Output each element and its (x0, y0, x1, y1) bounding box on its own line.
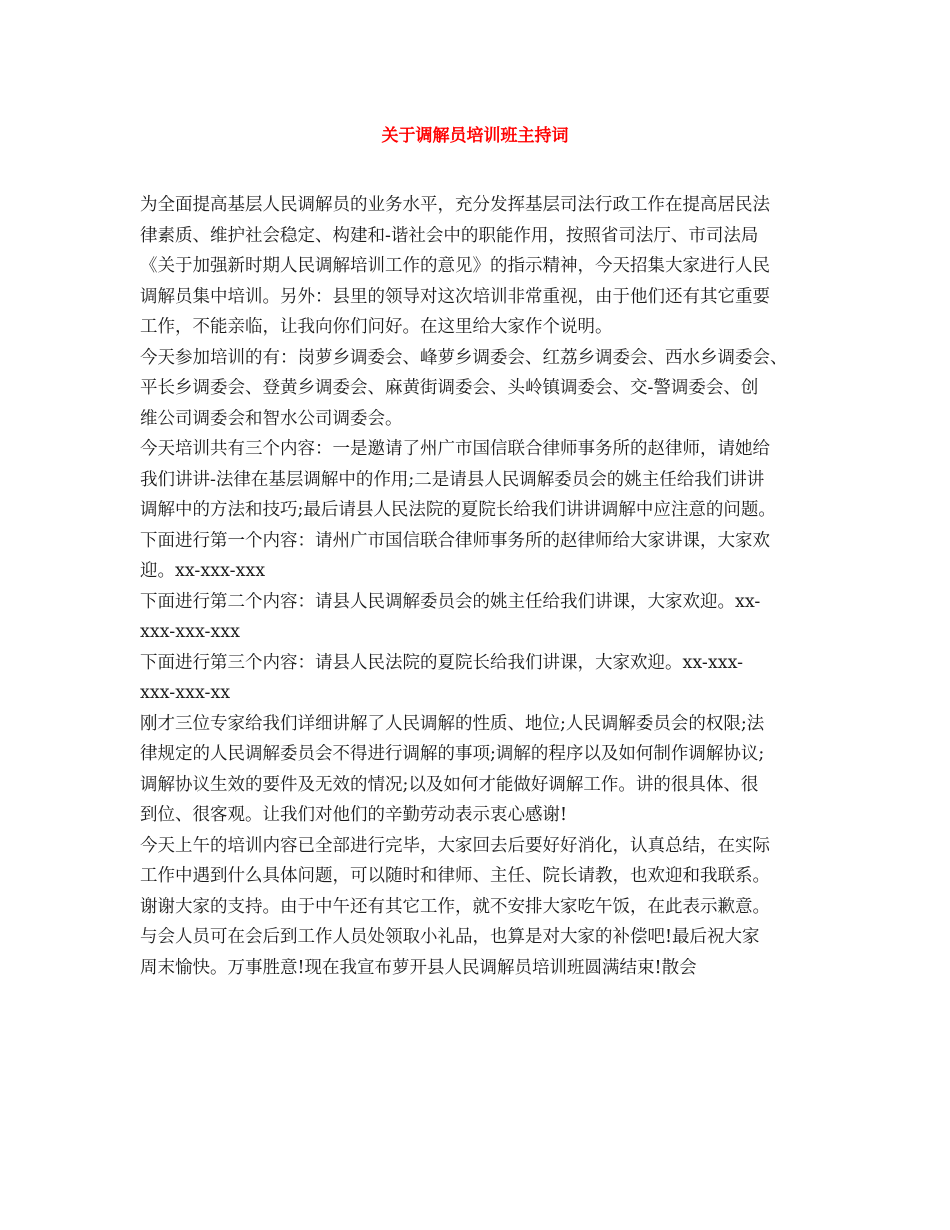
text-line: 与会人员可在会后到工作人员处领取小礼品，也算是对大家的补偿吧!最后祝大家 (140, 927, 760, 947)
text-line: xxx-xxx-xxx (140, 622, 241, 642)
text-line: 我们讲讲-法律在基层调解中的作用;二是请县人民调解委员会的姚主任给我们讲讲 (140, 469, 765, 490)
text-line: 《关于加强新时期人民调解培训工作的意见》的指示精神，今天招集大家进行人民 (140, 256, 770, 276)
text-line: xxx-xxx-xx (140, 683, 231, 703)
text-line: 迎。xx-xxx-xxx (140, 561, 266, 581)
paragraph-closing (140, 831, 820, 984)
text-line: 下面进行第二个内容：请县人民调解委员会的姚主任给我们讲课，大家欢迎。xx- (140, 591, 761, 612)
text-line: 调解员集中培训。另外：县里的领导对这次培训非常重视，由于他们还有其它重要 (140, 286, 770, 307)
text-line: 律素质、维护社会稳定、构建和-谐社会中的职能作用，按照省司法厅、市司法局 (140, 225, 759, 246)
document-title: 关于调解员培训班主持词 (381, 126, 569, 146)
text-line: 今天上午的培训内容已全部进行完毕，大家回去后要好好消化，认真总结，在实际 (140, 835, 770, 856)
text-line: 为全面提高基层人民调解员的业务水平，充分发挥基层司法行政工作在提高居民法 (140, 195, 770, 215)
paragraph-agenda (140, 434, 820, 526)
text-line: 今天参加培训的有：岗萝乡调委会、峰萝乡调委会、红荔乡调委会、西水乡调委会、 (140, 347, 788, 368)
paragraph-second-item (140, 587, 820, 648)
text-line: 调解协议生效的要件及无效的情况;以及如何才能做好调解工作。讲的很具体、很 (140, 774, 759, 795)
paragraph-summary (140, 709, 820, 831)
document-body (140, 190, 820, 983)
paragraph-participants (140, 343, 820, 435)
paragraph-third-item (140, 648, 820, 709)
text-line: 下面进行第一个内容：请州广市国信联合律师事务所的赵律师给大家讲课，大家欢 (140, 530, 770, 551)
text-line: 下面进行第三个内容：请县人民法院的夏院长给我们讲课，大家欢迎。xx-xxx- (140, 652, 744, 673)
text-line: 周末愉快。万事胜意!现在我宣布萝开县人民调解员培训班圆满结束!散会 (140, 957, 697, 978)
text-line: 工作，不能亲临，让我向你们问好。在这里给大家作个说明。 (140, 317, 613, 337)
paragraph-intro (140, 190, 820, 343)
text-line: 平长乡调委会、登黄乡调委会、麻黄街调委会、头岭镇调委会、交-警调委会、创 (140, 378, 759, 398)
text-line: 律规定的人民调解委员会不得进行调解的事项;调解的程序以及如何制作调解协议; (140, 744, 765, 764)
paragraph-first-item (140, 526, 820, 587)
text-line: 工作中遇到什么具体问题，可以随时和律师、主任、院长请教，也欢迎和我联系。 (140, 866, 770, 886)
text-line: 调解中的方法和技巧;最后请县人民法院的夏院长给我们讲讲调解中应注意的问题。 (140, 500, 776, 520)
text-line: 到位、很客观。让我们对他们的辛勤劳动表示衷心感谢! (140, 805, 568, 825)
text-line: 刚才三位专家给我们详细讲解了人民调解的性质、地位;人民调解委员会的权限;法 (140, 713, 765, 734)
text-line: 谢谢大家的支持。由于中午还有其它工作，就不安排大家吃午饭，在此表示歉意。 (140, 896, 770, 917)
text-line: 今天培训共有三个内容：一是邀请了州广市国信联合律师事务所的赵律师，请她给 (140, 439, 770, 459)
text-line: 维公司调委会和智水公司调委会。 (140, 408, 403, 429)
